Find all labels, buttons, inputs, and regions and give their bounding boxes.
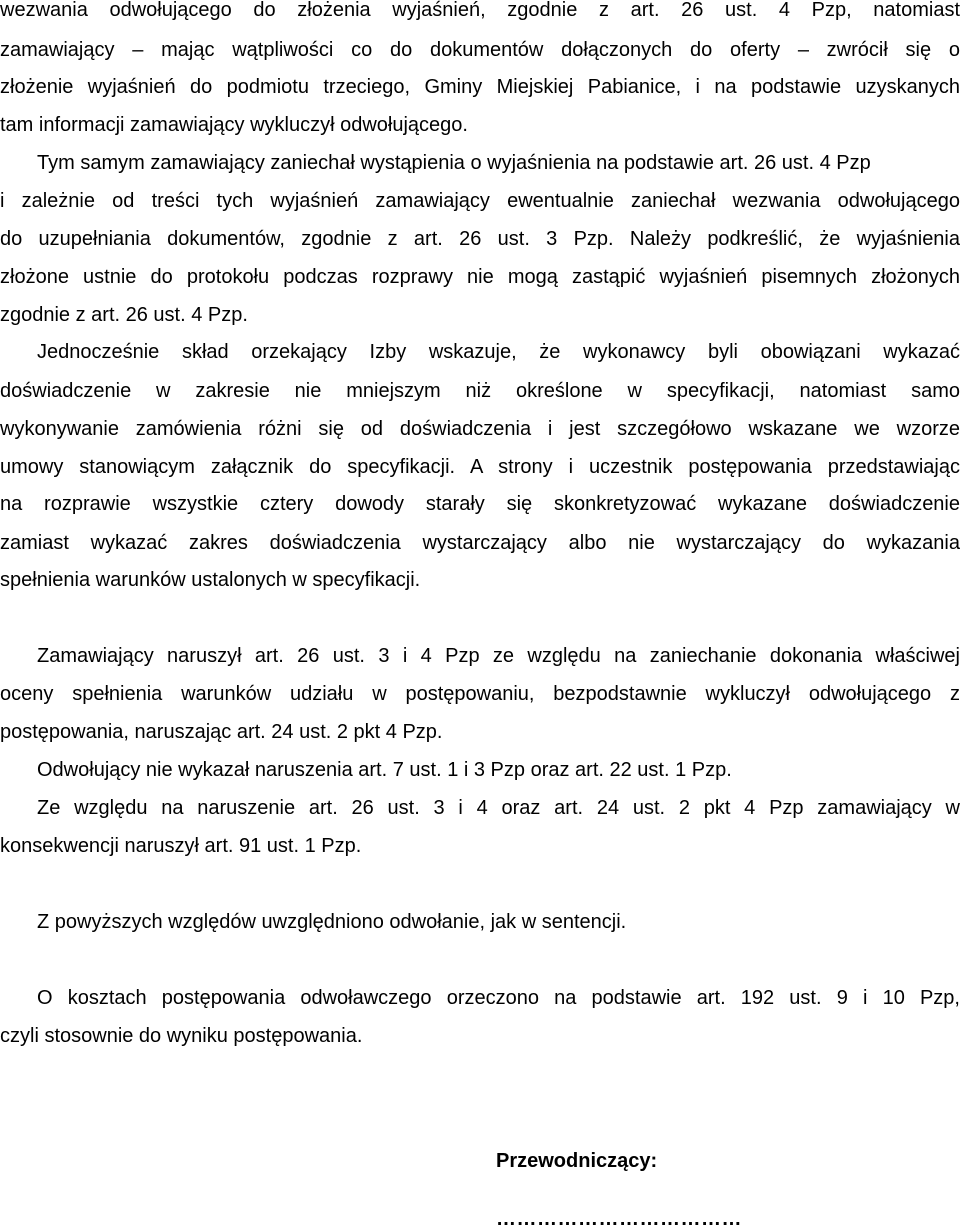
text-line: zamiast wykazać zakres doświadczenia wystarczający albo nie wystarczający do wykazania <box>0 532 960 554</box>
text-line: wezwania odwołującego do złożenia wyjaśnień, zgodnie z art. 26 ust. 4 Pzp, natomiast <box>0 0 960 21</box>
text-line: Ze względu na naruszenie art. 26 ust. 3 i 4 oraz art. 24 ust. 2 pkt 4 Pzp zamawiający w <box>37 797 960 819</box>
text-line: i zależnie od treści tych wyjaśnień zamawiający ewentualnie zaniechał wezwania odwołującego <box>0 190 960 212</box>
signature-title: Przewodniczący: <box>496 1150 658 1172</box>
text-line: Odwołujący nie wykazał naruszenia art. 7 ust. 1 i 3 Pzp oraz art. 22 ust. 1 Pzp. <box>37 759 732 781</box>
text-line: oceny spełnienia warunków udziału w postępowaniu, bezpodstawnie wykluczył odwołującego z <box>0 683 960 705</box>
text-line: spełnienia warunków ustalonych w specyfikacji. <box>0 569 421 591</box>
text-line: zgodnie z art. 26 ust. 4 Pzp. <box>0 304 248 326</box>
signature-line: ……………………………… <box>496 1208 742 1230</box>
text-line: złożenie wyjaśnień do podmiotu trzeciego, Gminy Miejskiej Pabianice, i na podstawie uzyskanych <box>0 76 960 98</box>
text-line: Jednocześnie skład orzekający Izby wskazuje, że wykonawcy byli obowiązani wykazać <box>37 341 960 363</box>
text-line: doświadczenie w zakresie nie mniejszym niż określone w specyfikacji, natomiast samo <box>0 380 960 402</box>
text-line: postępowania, naruszając art. 24 ust. 2 pkt 4 Pzp. <box>0 721 443 743</box>
text-line: O kosztach postępowania odwoławczego orzeczono na podstawie art. 192 ust. 9 i 10 Pzp, <box>37 987 960 1009</box>
text-line: umowy stanowiącym załącznik do specyfikacji. A strony i uczestnik postępowania przedstawiając <box>0 456 960 478</box>
text-line: na rozprawie wszystkie cztery dowody starały się skonkretyzować wykazane doświadczenie <box>0 493 960 515</box>
text-line: tam informacji zamawiający wykluczył odwołującego. <box>0 114 468 136</box>
text-line: złożone ustnie do protokołu podczas rozprawy nie mogą zastąpić wyjaśnień pisemnych złożonych <box>0 266 960 288</box>
text-line: Zamawiający naruszył art. 26 ust. 3 i 4 Pzp ze względu na zaniechanie dokonania właściwej <box>37 645 960 667</box>
text-line: Z powyższych względów uwzględniono odwołanie, jak w sentencji. <box>37 911 627 933</box>
text-line: do uzupełniania dokumentów, zgodnie z art. 26 ust. 3 Pzp. Należy podkreślić, że wyjaśnienia <box>0 228 960 250</box>
text-line: zamawiający – mając wątpliwości co do dokumentów dołączonych do oferty – zwrócił się o <box>0 39 960 61</box>
text-line: konsekwencji naruszył art. 91 ust. 1 Pzp. <box>0 835 362 857</box>
text-line: wykonywanie zamówienia różni się od doświadczenia i jest szczegółowo wskazane we wzorze <box>0 418 960 440</box>
text-line: Tym samym zamawiający zaniechał wystąpienia o wyjaśnienia na podstawie art. 26 ust. 4 Pzp <box>37 152 871 174</box>
text-line: czyli stosownie do wyniku postępowania. <box>0 1025 363 1047</box>
